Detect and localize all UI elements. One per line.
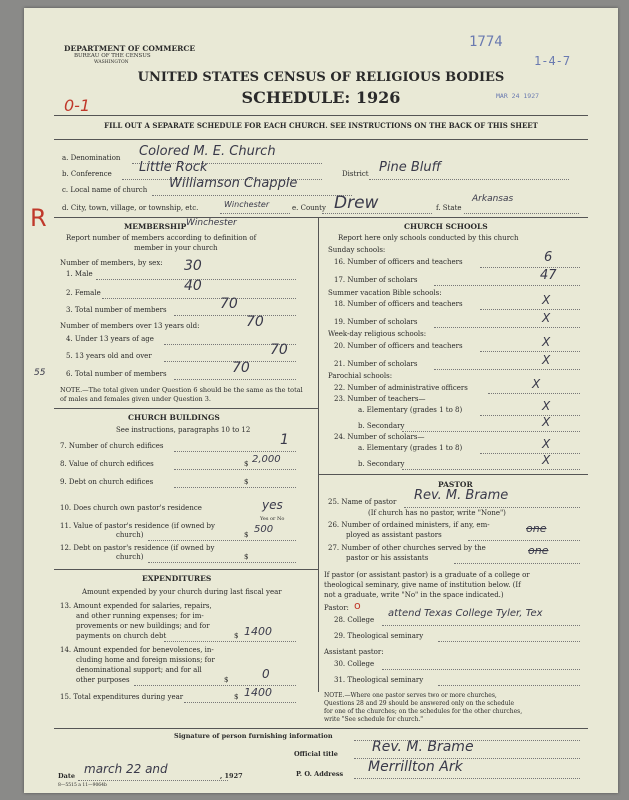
q1-value: 30: [184, 258, 202, 274]
q5-label: 5. 13 years old and over: [66, 352, 152, 360]
grad-note-3: not a graduate, write "No" in the space indicated.): [324, 591, 504, 599]
q4-header: Number of members over 13 years old:: [60, 322, 200, 330]
q26-label-1: 26. Number of ordained ministers, if any, em-: [328, 521, 490, 529]
schools-sub: Report here only schools conducted by this church: [338, 234, 519, 242]
census-form: DEPARTMENT OF COMMERCE BUREAU OF THE CENSUS WASHINGTON 1774 1-4-7 MAR 24 1927 UNITED STATES CENSUS OF RELIGIOUS BODIES SCHEDULE: 1926 0-1 FILL OUT A SEPARATE SCHEDULE FOR EACH CHURCH. SEE INSTRUCTIONS ON THE BACK OF THIS SHEET R a. Denomination Colored M. E. Church b. Conference Little Rock District Pine Bluff c. Local name of church Williamson Chapple d. City, town, village, or township, etc. Winchester e. County Drew f. State Arkansas MEMBERSHIP Winchester Report number of members according to definition of member in your church Number of members, by sex: 1. Male 30 2. Female 40 3. Total number of members 70 Number of members over 13 years old: 70 4. Under 13 years of age 5. 13 years old and over 70 55 6. Total number of members 70 NOTE.—The total given under Question 6 should be the same as the total of males and females given under Question 3. CHURCH BUILDINGS See instructions, paragraphs 10 to 12 7. Number of church edifices 1 8. Value of church edifices $ 2,000 9. Debt on church edifices $ 10. Does church own pastor's residence yes Yes or No 11. Value of pastor's residence (if owned by church) $ 500 12. Debt on pastor's residence (if owned by church) $ EXPENDITURES Amount expended by your church during last fiscal year 13. Amount expended for salaries, repairs, and other running expenses; for im- provements or new buildings; and for payments on church debt $ 1400 14. Amount expended for benevolences, in- cluding home and foreign missions; for denominational support; and for all other purposes $ 0 15. Total expenditures during year $ 1400 CHURCH SCHOOLS Report here only schools conducted by this church Sunday schools: 16. Number of officers and teachers 6 17. Number of scholars 47 Summer vacation Bible schools: 18. Number of officers and teachers X 19. Number of scholars X Week-day religious schools: 20. Number of officers and teachers X 21. Number of scholars X Parochial schools: 22. Number of administrative officers X 23. Number of teachers— a. Elementary (grades 1 to 8) X b. Secondary X 24. Number of scholars— a. Elementary (grades 1 to 8) X b. Secondary X PASTOR 25. Name of pastor Rev. M. Brame (If church has no pastor, write "None") 26. Number of ordained ministers, if any, em- ployed as assistant pastors one 27. Number of other churches served by the pastor or his assistants one If pastor (or assistant pastor) is a graduate of a college or theological seminary, give name of institution below. (If not a graduate, write "No" in the space indicated.) Pastor: o 28. College attend Texas College Tyler, Tex 29. Theological seminary Assistant pastor: 30. College 31. Theological seminary NOTE.—Where one pastor serves two or more churches, Questions 28 and 29 should be answered only on the schedule for one of the churches; on the schedules for the other churches, write "See schedule for church." Signature of person furnishing information Official title Rev. M. Brame Date march 22 and , 1927 P. O. Address Merrillton Ark 8—5515 a 11—9064b: [24, 8, 618, 793]
date-year: , 1927: [220, 772, 243, 780]
q24b-label: b. Secondary: [358, 460, 405, 468]
q10-hint: Yes or No: [260, 516, 285, 522]
bureau-name: BUREAU OF THE CENSUS: [74, 53, 151, 59]
q8-label: 8. Value of church edifices: [60, 460, 154, 468]
expenditures-title: EXPENDITURES: [142, 574, 212, 583]
q14-line-3: denominational support; and for all: [76, 666, 202, 674]
q19-mark: X: [542, 311, 551, 325]
q10-label: 10. Does church own pastor's residence: [60, 504, 202, 512]
q9-label: 9. Debt on church edifices: [60, 478, 154, 486]
q22-label: 22. Number of administrative officers: [334, 384, 468, 392]
q17-label: 17. Number of scholars: [334, 276, 418, 284]
q14-value: 0: [262, 667, 270, 681]
form-instruction: FILL OUT A SEPARATE SCHEDULE FOR EACH CHURCH. SEE INSTRUCTIONS ON THE BACK OF THIS SHEET: [104, 121, 538, 130]
q13-line-3: provements or new buildings; and for: [76, 622, 210, 630]
q26-value: one: [526, 522, 547, 535]
pastor-note-2: Questions 28 and 29 should be answered only on the schedule: [324, 700, 515, 707]
q1-label: 1. Male: [66, 270, 93, 278]
city-label: d. City, town, village, or township, etc.: [62, 204, 199, 212]
q25-value: Rev. M. Brame: [414, 488, 509, 503]
membership-title-note: Winchester: [186, 218, 237, 228]
q2-label: 2. Female: [66, 289, 101, 297]
denomination-label: a. Denomination: [62, 154, 121, 162]
parochial-label: Parochial schools:: [328, 372, 393, 380]
q23b-mark: X: [542, 415, 551, 429]
date-value: march 22 and: [84, 762, 168, 776]
stamp-code: 1-4-7: [534, 54, 571, 68]
stamp-date: MAR 24 1927: [496, 92, 540, 100]
membership-title: MEMBERSHIP: [124, 222, 187, 231]
q14-line-1: 14. Amount expended for benevolences, in-: [60, 646, 214, 654]
q24a-label: a. Elementary (grades 1 to 8): [358, 444, 463, 452]
q27-label-1: 27. Number of other churches served by the: [328, 544, 486, 552]
po-address-value: Merrillton Ark: [368, 759, 463, 775]
form-title: UNITED STATES CENSUS OF RELIGIOUS BODIES: [137, 70, 505, 85]
q22-mark: X: [532, 377, 541, 391]
q12-label-1: 12. Debt on pastor's residence (if owned by: [60, 544, 215, 552]
po-address-label: P. O. Address: [296, 770, 344, 778]
city-name: WASHINGTON: [94, 60, 129, 65]
q20-label: 20. Number of officers and teachers: [334, 342, 463, 350]
form-subtitle: SCHEDULE: 1926: [241, 88, 401, 107]
q7-value: 1: [280, 432, 289, 448]
state-label: f. State: [436, 204, 462, 212]
grad-note-1: If pastor (or assistant pastor) is a graduate of a college or: [324, 571, 530, 579]
q7-label: 7. Number of church edifices: [60, 442, 164, 450]
q11-label-2: church): [116, 531, 144, 539]
q4-header-value: 70: [246, 314, 264, 330]
pastor-note-4: write "See schedule for church.": [324, 716, 424, 723]
q23a-mark: X: [542, 399, 551, 413]
pastor-note-1: NOTE.—Where one pastor serves two or more churches,: [324, 692, 497, 699]
date-label: Date: [58, 772, 75, 780]
q20-mark: X: [542, 335, 551, 349]
official-title-value: Rev. M. Brame: [372, 739, 474, 755]
local-name-label: c. Local name of church: [62, 186, 148, 194]
county-label: e. County: [292, 204, 326, 212]
membership-note: NOTE.—The total given under Question 6 should be the same as the total of males and females given under Question 3.: [60, 386, 303, 403]
q29-label: 29. Theological seminary: [334, 632, 424, 640]
form-number: 8—5515 a 11—9064b: [58, 783, 107, 788]
q25-hint: (If church has no pastor, write "None"): [368, 509, 506, 517]
weekday-label: Week-day religious schools:: [328, 330, 427, 338]
q16-label: 16. Number of officers and teachers: [334, 258, 463, 266]
state-value: Arkansas: [472, 194, 514, 204]
q14-line-4: other purposes: [76, 676, 130, 684]
asst-pastor-label: Assistant pastor:: [324, 648, 384, 656]
q15-value: 1400: [244, 686, 272, 699]
red-letter: R: [30, 204, 47, 232]
membership-by-sex: Number of members, by sex:: [60, 259, 163, 267]
q26-label-2: ployed as assistant pastors: [346, 531, 442, 539]
q23b-label: b. Secondary: [358, 422, 405, 430]
q18-mark: X: [542, 293, 551, 307]
q13-line-1: 13. Amount expended for salaries, repairs,: [60, 602, 212, 610]
q21-mark: X: [542, 353, 551, 367]
conference-label: b. Conference: [62, 170, 112, 178]
sunday-label: Sunday schools:: [328, 246, 386, 254]
q28-value: attend Texas College Tyler, Tex: [388, 608, 543, 619]
local-name-value: Williamson Chapple: [169, 176, 298, 191]
conference-value: Little Rock: [139, 160, 208, 175]
margin-note: 55: [34, 368, 46, 378]
q30-label: 30. College: [334, 660, 375, 668]
membership-intro-2: member in your church: [134, 244, 218, 252]
q11-value: 500: [254, 524, 274, 535]
buildings-sub: See instructions, paragraphs 10 to 12: [116, 426, 251, 434]
q21-label: 21. Number of scholars: [334, 360, 418, 368]
q13-value: 1400: [244, 625, 272, 638]
expenditures-sub: Amount expended by your church during last fiscal year: [82, 588, 282, 596]
district-value: Pine Bluff: [379, 160, 441, 175]
q13-line-2: and other running expenses; for im-: [76, 612, 204, 620]
q31-label: 31. Theological seminary: [334, 676, 424, 684]
q23a-label: a. Elementary (grades 1 to 8): [358, 406, 463, 414]
city-value: Winchester: [224, 200, 270, 209]
official-title-label: Official title: [294, 750, 338, 758]
q3-label: 3. Total number of members: [66, 306, 167, 314]
red-mark: 0-1: [64, 96, 91, 115]
q24-label: 24. Number of scholars—: [334, 433, 425, 441]
signature-label: Signature of person furnishing information: [174, 732, 333, 740]
q24a-mark: X: [542, 437, 551, 451]
buildings-title: CHURCH BUILDINGS: [128, 413, 220, 422]
membership-intro-1: Report number of members according to definition of: [66, 234, 257, 242]
q28-label: 28. College: [334, 616, 375, 624]
pastor-mark: o: [354, 599, 361, 612]
q15-label: 15. Total expenditures during year: [60, 693, 184, 701]
summer-label: Summer vacation Bible schools:: [328, 289, 442, 297]
county-value: Drew: [334, 193, 379, 213]
q8-value: 2,000: [252, 454, 281, 465]
q14-line-2: cluding home and foreign missions; for: [76, 656, 215, 664]
dept-name: DEPARTMENT OF COMMERCE: [64, 44, 196, 53]
q18-label: 18. Number of officers and teachers: [334, 300, 463, 308]
q11-label-1: 11. Value of pastor's residence (if owned by: [60, 522, 215, 530]
q17-value: 47: [540, 268, 557, 283]
schools-title: CHURCH SCHOOLS: [404, 222, 488, 231]
q23-label: 23. Number of teachers—: [334, 395, 426, 403]
q12-label-2: church): [116, 553, 144, 561]
q5-value: 70: [270, 342, 288, 358]
district-label: District: [342, 170, 369, 178]
q19-label: 19. Number of scholars: [334, 318, 418, 326]
pastor-note-3: for one of the churches; on the schedules for the other churches,: [324, 708, 523, 715]
q27-label-2: pastor or his assistants: [346, 554, 429, 562]
grad-note-2: theological seminary, give name of institution below. (If: [324, 581, 521, 589]
q16-value: 6: [544, 250, 553, 265]
pastor-title: PASTOR: [438, 480, 473, 489]
q4-label: 4. Under 13 years of age: [66, 335, 154, 343]
q6-label: 6. Total number of members: [66, 370, 167, 378]
q24b-mark: X: [542, 453, 551, 467]
pastor-grad-label: Pastor:: [324, 604, 349, 612]
q13-line-4: payments on church debt: [76, 632, 167, 640]
q27-value: one: [528, 544, 549, 557]
q25-label: 25. Name of pastor: [328, 498, 397, 506]
q6-value: 70: [232, 360, 250, 376]
q10-value: yes: [262, 498, 283, 512]
q2-value: 40: [184, 278, 202, 294]
denomination-value: Colored M. E. Church: [139, 144, 276, 159]
stamp-number: 1774: [469, 34, 503, 50]
q3-value: 70: [220, 296, 238, 312]
